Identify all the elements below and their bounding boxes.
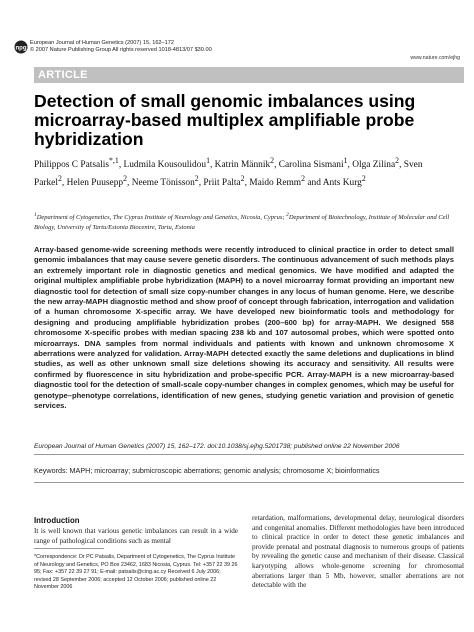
divider xyxy=(34,454,464,455)
right-column-text: retardation, malformations, developmental delay, neurological disorders and congenital anomalies. Different methodologies have been introduced to clinical practice in order to detect these genetic imbalances and provide prenatal and postnatal diagnosis to numerous groups of patients by revealing the genetic cause and mechanism of their disease. Classical karyotyping allows whole-genome screening for chromosomal aberrations larger than 5 Mb, however, smaller aberrations are not detectable with the xyxy=(252,514,464,590)
svg-text:npg: npg xyxy=(15,45,27,52)
journal-website-link[interactable]: www.nature.com/ejhg xyxy=(410,55,460,61)
paper-title: Detection of small genomic imbalances using microarray-based multiplex amplifiable probe hybridization xyxy=(34,91,416,149)
affiliations: $^1$Department of Cytogenetics, The Cyprus Institute of Neurology and Genetics, Nicosia, Cyprus; $^2$Department of Biotechnology, Institute of Molecular and Cell Biology, University of Tartu/Estonia Biocentre, Tartu, Estonia xyxy=(34,212,450,232)
section-heading-introduction: Introduction xyxy=(34,516,80,525)
npg-logo-icon xyxy=(14,40,28,54)
abstract: Array-based genome-wide screening methods were recently introduced to clinical practice in order to detect small genomic imbalances that may cause severe genetic disorders. The continuous advancement of such methods plays an extremely important role in diagnostic genetics and medical genomics. We have modified and adapted the original multiplex amplifiable probe hybridization (MAPH) to a novel microarray format providing an important new diagnostic tool for detection of small size copy-number changes in any locus of human genome. Here, we describe the new array-MAPH diagnostic method and show proof of concept through fabrication, interrogation and validation of a human chromosome X-specific array. We have developed new bioinformatic tools and methodology for designing and producing amplifiable hybridization probes (200–600 bp) for array-MAPH. We designed 558 chromosome X-specific probes with median spacing 238 kb and 107 autosomal probes, which were spotted onto microarrays. DNA samples from normal individuals and patients with known and unknown chromosome X aberrations were analyzed for validation. Array-MAPH detected exactly the same deletions and duplications in blind studies, as well as other unknown small size deletions showing its accuracy and sensitivity. All results were confirmed by fluorescence in situ hybridization and probe-specific PCR. Array-MAPH is a new microarray-based diagnostic tool for the detection of small-scale copy-number changes in complex genomes, which may be useful for genotype–phenotype correlations, identification of new genes, studying genetic variation and provision of genetic services. xyxy=(34,245,454,411)
article-type-band xyxy=(34,67,464,83)
journal-header xyxy=(30,40,212,54)
article-citation: European Journal of Human Genetics (2007) 15, 162–172. doi:10.1038/sj.ejhg.5201738; published online 22 November 2006 xyxy=(34,443,400,450)
journal-citation-line: European Journal of Human Genetics (2007) 15, 162–172 xyxy=(30,40,174,46)
article-type-label: ARTICLE xyxy=(38,69,88,81)
footnote-rule xyxy=(34,548,104,549)
author-list: Philippos C Patsalis$^{*,1}$, Ludmila Kousoulidou$^1$, Katrin Männik$^2$, Carolina Sismani$^1$, Olga Zilina$^2$, Sven Parkel$^2$, Helen Puusepp$^2$, Neeme Tönisson$^2$, Priit Palta$^2$, Maido Remm$^2$ and Ants Kurg$^2$ xyxy=(34,156,423,189)
keywords: Keywords: MAPH; microarray; submicroscopic aberrations; genomic analysis; chromosome X; bioinformatics xyxy=(34,466,380,475)
correspondence-footnote: *Correspondence: Dr PC Patsalis, Department of Cytogenetics, The Cyprus Institute of Neurology and Genetics, PO Box 23462, 1683 Nicosia, Cyprus. Tel: +357 22 39 26 95; Fax: +357 22 39 27 91; E-mail: patsalis@cing.ac.cy Received 6 July 2006; revised 28 September 2006; accepted 12 October 2006; published online 22 November 2006 xyxy=(34,554,238,591)
divider xyxy=(34,482,464,483)
introduction-text: It is well known that various genetic imbalances can result in a wide range of pathological conditions such as mental xyxy=(34,527,238,545)
copyright-line: © 2007 Nature Publishing Group All rights reserved 1018-4813/07 $30.00 xyxy=(30,47,212,53)
